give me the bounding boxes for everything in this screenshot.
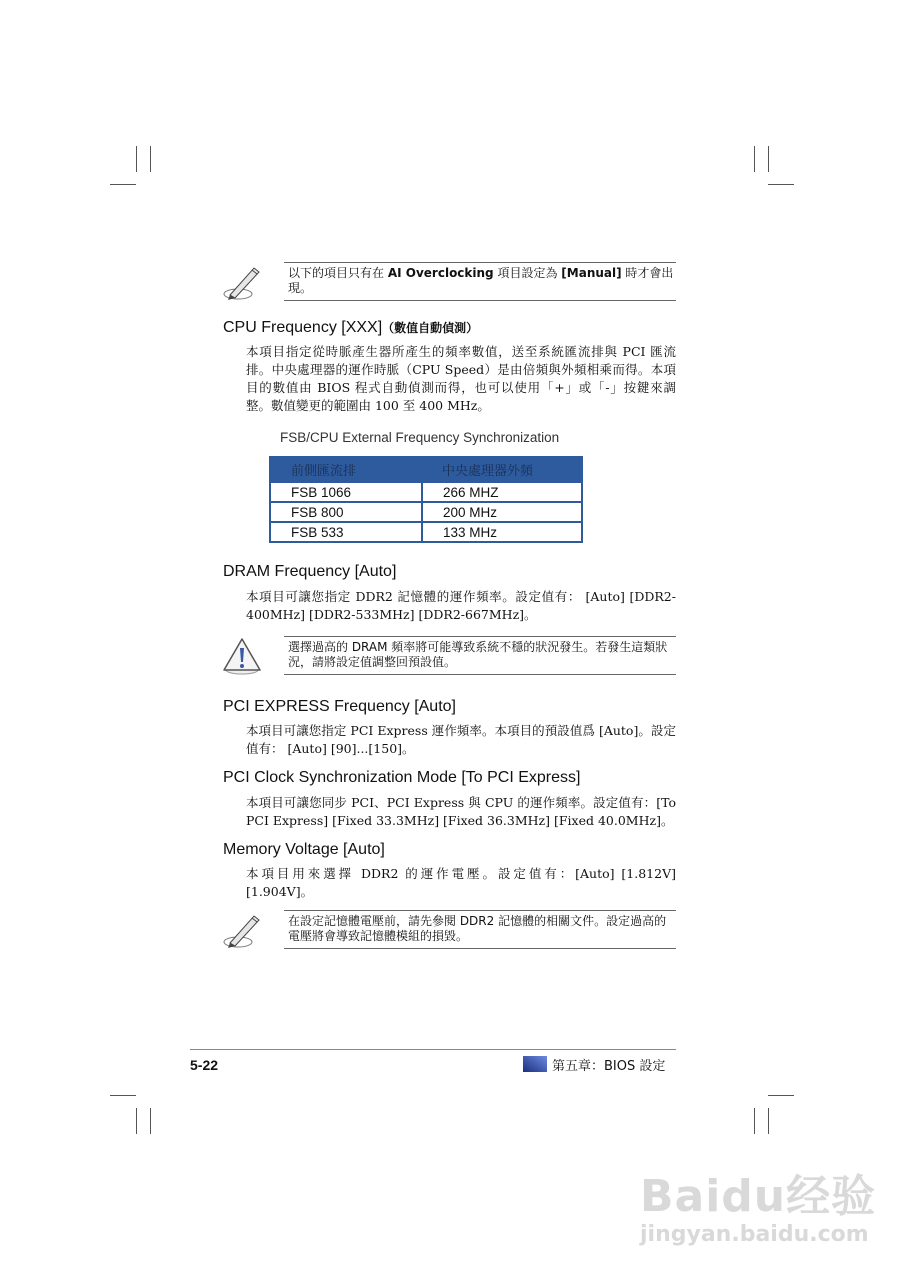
crop-mark	[754, 146, 755, 172]
table-header-cell: 前側匯流排	[270, 457, 422, 482]
cpu-frequency-heading	[223, 318, 478, 338]
crop-mark	[768, 1108, 769, 1134]
note-ai-overclocking	[222, 262, 676, 308]
page-number: 5-22	[190, 1057, 219, 1073]
chapter-title: 第五章：BIOS 設定	[552, 1059, 666, 1074]
dram-frequency-description: 本項目可讓您指定 DDR2 記憶體的運作頻率。設定值有： [Auto] [DDR2-400MHz] [DDR2-533MHz] [DDR2-667MHz]。	[246, 589, 676, 622]
table-cell: FSB 533	[270, 522, 422, 542]
pci-clock-sync-description: 本項目可讓您同步 PCI、PCI Express 與 CPU 的運作頻率。設定值有：[To PCI Express] [Fixed 33.3MHz] [Fixed 36.3MHz] [Fixed 40.0MHz]。	[246, 795, 676, 828]
pci-express-frequency-heading: PCI EXPRESS Frequency [Auto]	[223, 698, 456, 715]
table-cell: FSB 1066	[270, 482, 422, 502]
crop-mark	[768, 146, 769, 172]
crop-mark	[150, 1108, 151, 1134]
note-keyword: [Manual]	[561, 266, 622, 280]
pci-express-frequency-description: 本項目可讓您指定 PCI Express 運作頻率。本項目的預設值爲 [Auto]。設定值有： [Auto] [90]...[150]。	[246, 723, 676, 756]
crop-mark	[754, 1108, 755, 1134]
chapter-marker-icon	[523, 1056, 547, 1072]
warning-icon	[222, 636, 264, 676]
table-row	[270, 502, 582, 522]
table-cell: 133 MHz	[422, 522, 582, 542]
baidu-watermark-url: jingyan.baidu.com	[640, 1222, 869, 1247]
memory-voltage-description: 本項目用來選擇 DDR2 的運作電壓。設定值有：[Auto] [1.812V] [1.904V]。	[246, 866, 676, 899]
fsb-cpu-sync-table	[269, 456, 583, 543]
note-text-part: 項目設定為	[493, 266, 562, 280]
note-memory-voltage	[222, 910, 676, 956]
baidu-watermark-logo: Baidu经验	[640, 1171, 877, 1222]
warning-text: 選擇過高的 DRAM 頻率將可能導致系統不穩的狀況發生。若發生這類狀況，請將設定值調整回預設值。	[284, 636, 676, 675]
crop-mark	[136, 1108, 137, 1134]
note-text	[284, 262, 676, 301]
table-row	[270, 522, 582, 542]
table-row	[270, 482, 582, 502]
table-header-cell: 中央處理器外頻	[422, 457, 582, 482]
heading-suffix: （數值自動偵測）	[382, 321, 479, 335]
pen-note-icon	[222, 910, 264, 950]
dram-frequency-heading: DRAM Frequency [Auto]	[223, 563, 397, 580]
note-text-part: 以下的項目只有在	[288, 266, 388, 280]
note-text: 在設定記憶體電壓前，請先參閱 DDR2 記憶體的相關文件。設定過高的電壓將會導致記憶體模組的損毀。	[284, 910, 676, 949]
crop-mark	[150, 146, 151, 172]
warning-dram	[222, 636, 676, 682]
crop-mark	[110, 184, 136, 185]
table-header-row	[270, 457, 582, 482]
footer-divider	[190, 1049, 676, 1050]
note-keyword: AI Overclocking	[387, 266, 494, 280]
crop-mark	[768, 184, 794, 185]
heading-text: CPU Frequency [XXX]	[223, 319, 383, 336]
note-text-part: 時才會出現。	[288, 266, 674, 295]
pci-clock-sync-heading: PCI Clock Synchronization Mode [To PCI Express]	[223, 769, 581, 786]
cpu-frequency-description: 本項目指定從時脈產生器所產生的頻率數值，送至系統匯流排與 PCI 匯流排。中央處理器的運作時脈（CPU Speed）是由倍頻與外頻相乘而得。本項目的數值由 BIOS 程式自動偵測而得，也可以使用「+」或「-」按鍵來調整。數值變更的範圍由 100 至 400 MHz。	[246, 344, 676, 413]
table-cell: 200 MHz	[422, 502, 582, 522]
pen-note-icon	[222, 262, 264, 302]
table-cell: 266 MHZ	[422, 482, 582, 502]
table-caption: FSB/CPU External Frequency Synchronization	[280, 430, 560, 445]
crop-mark	[110, 1095, 136, 1096]
table-cell: FSB 800	[270, 502, 422, 522]
crop-mark	[768, 1095, 794, 1096]
crop-mark	[136, 146, 137, 172]
memory-voltage-heading: Memory Voltage [Auto]	[223, 841, 385, 858]
